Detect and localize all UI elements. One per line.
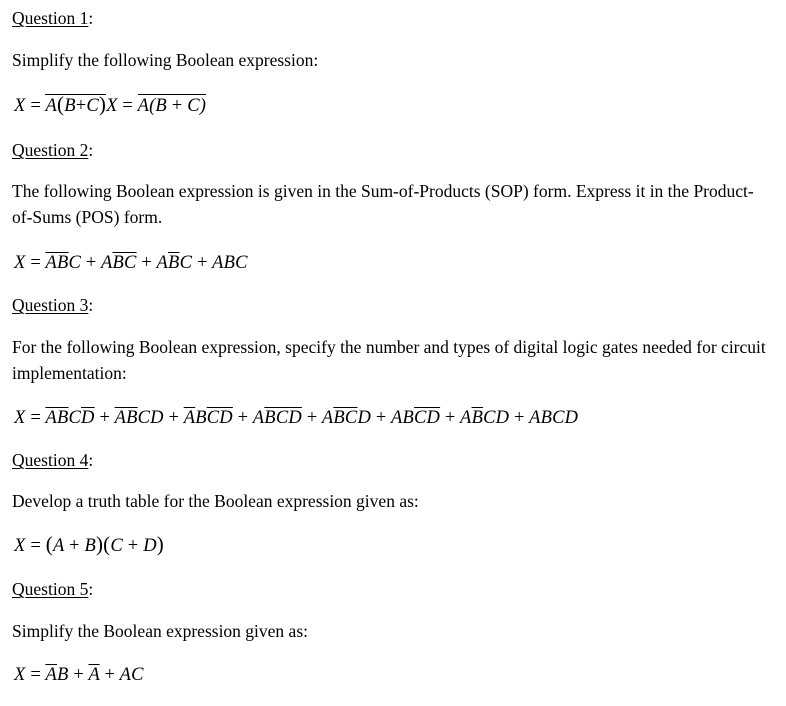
question-4-expression: X = (A + B)(C + D) <box>14 532 164 556</box>
question-2-heading: Question 2: <box>12 140 94 160</box>
question-5-heading: Question 5: <box>12 579 94 599</box>
question-5-expression: $X = \overline{A}B + \overline{A}$ + AC <box>14 665 144 685</box>
question-1-prompt: Simplify the following Boolean expression: <box>12 50 319 70</box>
question-1-heading: Question 1: <box>12 8 94 28</box>
question-4-prompt: Develop a truth table for the Boolean expression given as: <box>12 491 419 511</box>
question-4-heading: Question 4: <box>12 450 94 470</box>
question-3-expression: $X = \overline{A}\overline{B}C\overline{D} + \overline{A}\overline{B}CD + \overline{A}B\overline{C}\overline{D} + A\overline{B}\overline{C}\overline{D} + A\overline{B}\overline{C}D + AB\overline{C}\overline{D} + A\overline{B}CD$ + ABCD <box>14 408 579 428</box>
question-5-prompt: Simplify the Boolean expression given as: <box>12 621 308 641</box>
question-2-expression: $X = \overline{A}\overline{B}C + A\overline{B}\overline{C} + A\overline{B}C$ + ABC <box>14 253 248 273</box>
question-3-heading: Question 3: <box>12 295 94 315</box>
question-2-prompt: The following Boolean expression is given in the Sum-of-Products (SOP) form. Express it in the Product-of-Sums (POS) form. <box>12 181 754 227</box>
question-1-expression: X = A(B+C)X = A(B + C) <box>14 92 207 116</box>
question-3-prompt: For the following Boolean expression, specify the number and types of digital logic gates needed for circuit implementation: <box>12 337 766 383</box>
